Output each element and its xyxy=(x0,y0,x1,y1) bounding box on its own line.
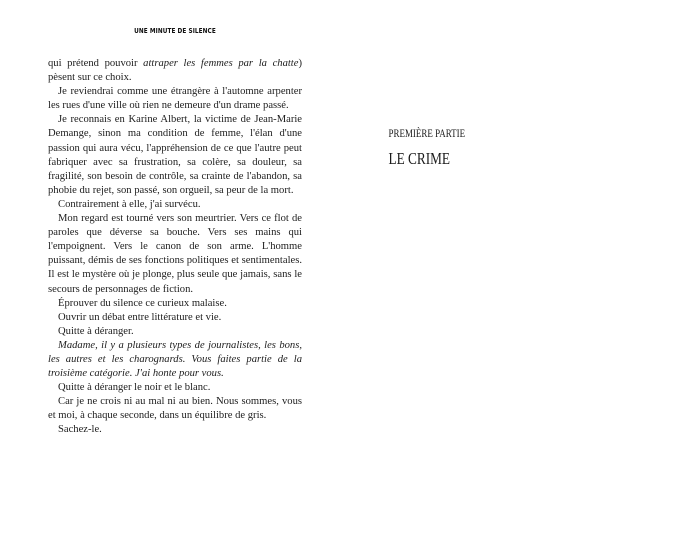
paragraph xyxy=(48,198,302,212)
running-head: UNE MINUTE DE SILENCE xyxy=(134,27,216,35)
paragraph xyxy=(48,212,302,297)
text-segment: Je reviendrai comme une étrangère à l'automne arpenter les rues d'une ville où rien ne demeure d'un drame passé. xyxy=(48,86,302,112)
paragraph xyxy=(48,85,302,113)
paragraph xyxy=(48,395,302,423)
paragraph xyxy=(48,57,302,85)
paragraph xyxy=(48,311,302,325)
text-segment: Car je ne crois ni au mal ni au bien. Nous sommes, vous et moi, à chaque seconde, dans un équilibre de gris. xyxy=(48,396,302,422)
text-segment: Ouvrir un débat entre littérature et vie. xyxy=(58,311,222,323)
paragraph xyxy=(48,297,302,311)
body-text xyxy=(48,57,302,438)
text-segment: qui prétend pouvoir xyxy=(48,58,144,69)
text-segment: Contrairement à elle, j'ai survécu. xyxy=(58,198,201,210)
text-segment: Sachez-le. xyxy=(58,424,102,436)
part-title: LE CRIME xyxy=(388,149,451,168)
paragraph xyxy=(48,423,302,437)
text-segment: Quitte à déranger le noir et le blanc. xyxy=(58,382,211,394)
paragraph xyxy=(48,113,302,198)
text-segment: Mon regard est tourné vers son meurtrier. Vers ce flot de paroles que déverse sa bouche. Vers ses mains qui l'empoignent. Vers le canon de son arme. L'homme puissant, démis de ses fonctions politiques et sentimentales. Il est le mystère où je plonge, plus seule que jamais, sans le secours de personnages de fiction. xyxy=(48,213,302,295)
text-segment: Éprouver du silence ce curieux malaise. xyxy=(58,297,227,309)
paragraph xyxy=(48,325,302,339)
paragraph-italic-quote xyxy=(48,339,302,381)
part-label: PREMIÈRE PARTIE xyxy=(388,128,466,140)
text-segment: Quitte à déranger. xyxy=(58,325,134,337)
right-page xyxy=(350,0,700,538)
text-segment: Je reconnais en Karine Albert, la victime de Jean-Marie Demange, sinon ma condition de femme, l'élan d'une passion qui aura vécu, l'appréhension de ce que l'autre peut fabriquer avec sa frustration, sa colère, sa douleur, sa fragilité, son besoin de contrôle, sa crainte de l'abandon, sa phobie du rejet, son passé, son orgueil, sa peur de la mort. xyxy=(48,114,302,196)
italic-text-segment: attraper les femmes par la chatte xyxy=(143,58,299,69)
paragraph xyxy=(48,381,302,395)
italic-text-segment: Madame, il y a plusieurs types de journalistes, les bons, les autres et les charognards. Vous faites partie de la troisième catégorie. J'ai honte pour vous. xyxy=(48,339,302,380)
text-segment: ) pèsent sur ce choix. xyxy=(48,58,302,84)
